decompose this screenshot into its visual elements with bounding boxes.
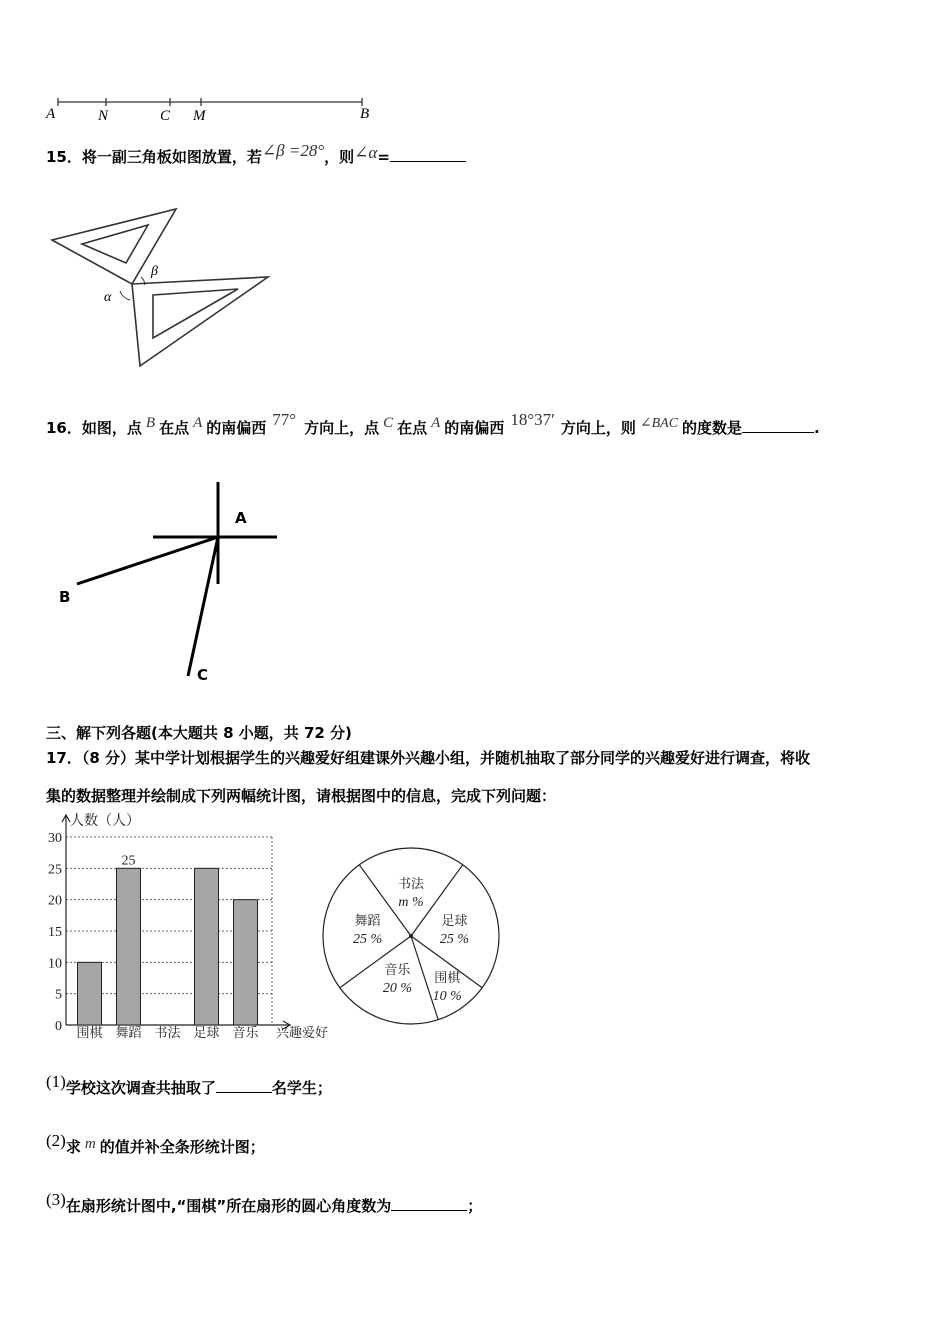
line-segment-figure bbox=[40, 92, 380, 126]
bar bbox=[195, 868, 219, 1025]
ray-ac bbox=[188, 537, 218, 676]
ray-ab bbox=[77, 537, 218, 584]
y-axis-label: 人数（人） bbox=[70, 813, 140, 829]
q16-point-a: A bbox=[193, 415, 203, 431]
part-3-end: ； bbox=[467, 1197, 483, 1215]
part-1-answer-blank[interactable] bbox=[216, 1078, 272, 1093]
q16-answer-blank[interactable] bbox=[742, 418, 814, 433]
q17-line-1: 17．（8 分）某中学计划根据学生的兴趣爱好组建课外兴趣小组，并随机抽取了部分同学的兴趣爱好进行调查，将收 bbox=[46, 749, 811, 767]
x-tick-label: 书法 bbox=[154, 1026, 181, 1041]
q16-number: 16． bbox=[46, 419, 82, 437]
label-b: B bbox=[59, 588, 71, 606]
lower-triangle-inner bbox=[153, 289, 238, 338]
part-1-text: 学校这次调查共抽取了 bbox=[65, 1079, 216, 1097]
question-16 bbox=[46, 410, 820, 438]
pie-chart bbox=[318, 844, 500, 1029]
bar-chart bbox=[40, 810, 345, 1042]
bar bbox=[234, 900, 258, 1025]
alpha-label: α bbox=[104, 290, 112, 305]
q16-text-3: 的南偏西 bbox=[206, 419, 267, 437]
q17-part-2 bbox=[46, 1131, 265, 1157]
direction-figure bbox=[55, 478, 295, 688]
y-tick-label: 5 bbox=[55, 987, 62, 1003]
y-tick-label: 15 bbox=[48, 925, 62, 940]
y-tick-label: 20 bbox=[48, 893, 62, 909]
q17-line-2: 集的数据整理并绘制成下列两幅统计图，请根据图中的信息，完成下列问题： bbox=[46, 787, 557, 805]
q16-point-c: C bbox=[383, 415, 394, 431]
point-label-m: M bbox=[193, 108, 206, 124]
pie-slice-label: 舞蹈 bbox=[354, 914, 381, 930]
q16-text-4: 方向上，点 bbox=[304, 419, 380, 437]
part-3-number: (3) bbox=[46, 1190, 66, 1209]
beta-label: β bbox=[151, 264, 158, 279]
section-3-heading: 三、解下列各题(本大题共 8 小题，共 72 分) bbox=[46, 724, 352, 742]
q16-text-5: 在点 bbox=[397, 419, 428, 437]
part-3-answer-blank[interactable] bbox=[391, 1196, 467, 1211]
q16-point-b: B bbox=[145, 415, 156, 431]
q15-text-c: = bbox=[377, 148, 390, 166]
pie-slice-label: 围棋 bbox=[434, 970, 461, 986]
q15-answer-blank[interactable] bbox=[390, 147, 466, 162]
q15-alpha-expr: ∠α bbox=[354, 143, 378, 162]
point-label-b: B bbox=[360, 106, 370, 122]
pie-slice-value: 25 % bbox=[439, 932, 470, 948]
part-2-text-b: 的值并补全条形统计图； bbox=[99, 1138, 265, 1156]
q16-text-8: 的度数是 bbox=[682, 419, 743, 437]
part-2-m: m bbox=[84, 1136, 96, 1152]
part-1-end: 名学生； bbox=[271, 1079, 332, 1097]
q15-text-a: 将一副三角板如图放置，若 bbox=[81, 148, 262, 166]
bar bbox=[78, 962, 102, 1025]
bar bbox=[117, 868, 141, 1025]
part-2-number: (2) bbox=[46, 1131, 66, 1150]
q15-text-b: ，则 bbox=[324, 148, 355, 166]
q17-part-1 bbox=[46, 1072, 332, 1098]
y-tick-label: 10 bbox=[48, 956, 62, 972]
pie-slice-value: m % bbox=[398, 895, 424, 910]
point-label-c: C bbox=[160, 108, 171, 124]
part-1-number: (1) bbox=[46, 1072, 66, 1091]
y-tick-label: 25 bbox=[48, 862, 62, 878]
x-axis-label: 兴趣爱好 bbox=[276, 1026, 329, 1041]
q16-text-1: 如图，点 bbox=[81, 419, 142, 437]
pie-slice-value: 10 % bbox=[432, 988, 462, 1004]
triangle-plates-figure bbox=[48, 205, 278, 370]
x-tick-label: 围棋 bbox=[76, 1026, 103, 1041]
point-label-n: N bbox=[98, 108, 109, 124]
part-2-text-a: 求 bbox=[65, 1138, 81, 1156]
pie-slice-label: 书法 bbox=[397, 877, 425, 892]
label-a: A bbox=[235, 509, 247, 527]
data-label: 25 bbox=[121, 853, 136, 869]
q16-angle-1: 77° bbox=[272, 410, 297, 429]
q16-text-9: . bbox=[814, 419, 820, 437]
pie-slice-label: 足球 bbox=[441, 914, 468, 930]
pie-slice-value: 25 % bbox=[352, 932, 383, 948]
q15-beta-expr: ∠β =28° bbox=[261, 141, 325, 160]
q17-part-3 bbox=[46, 1190, 483, 1216]
pie-slice-value: 20 % bbox=[382, 980, 412, 996]
point-label-a: A bbox=[46, 106, 56, 122]
y-tick-label: 0 bbox=[55, 1019, 62, 1034]
label-c: C bbox=[197, 666, 209, 684]
part-3-text: 在扇形统计图中,“围棋”所在扇形的圆心角度数为 bbox=[65, 1197, 392, 1215]
q16-text-7: 方向上，则 bbox=[560, 419, 636, 437]
x-tick-label: 足球 bbox=[193, 1026, 220, 1041]
x-tick-label: 舞蹈 bbox=[115, 1026, 142, 1041]
question-15 bbox=[46, 141, 466, 167]
alpha-arc bbox=[120, 291, 130, 300]
x-tick-label: 音乐 bbox=[232, 1026, 259, 1041]
q16-angle-bac: ∠BAC bbox=[639, 416, 679, 431]
pie-slice-label: 音乐 bbox=[384, 962, 411, 978]
q16-text-6: 的南偏西 bbox=[444, 419, 505, 437]
q16-point-a-2: A bbox=[431, 415, 441, 431]
q16-angle-2: 18°37′ bbox=[510, 410, 555, 429]
q16-text-2: 在点 bbox=[159, 419, 190, 437]
y-tick-label: 30 bbox=[48, 831, 62, 846]
q15-number: 15． bbox=[46, 148, 82, 166]
